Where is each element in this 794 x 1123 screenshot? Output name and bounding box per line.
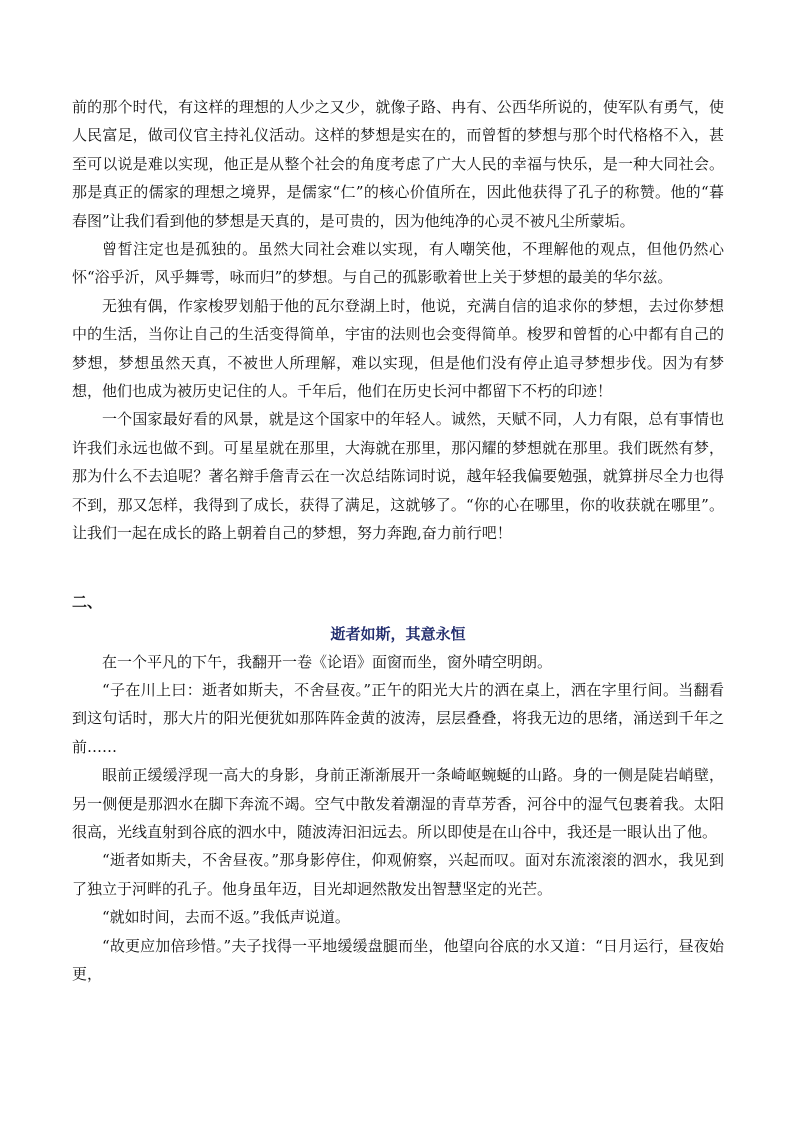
essay-one-paragraph-2: 曾皙注定也是孤独的。虽然大同社会难以实现，有人嘲笑他，不理解他的观点，但他仍然心怀“浴乎沂，风乎舞雩，咏而归”的梦想。与自己的孤影歌着世上关于梦想的最美的华尔兹。 [72,240,724,287]
essay-two-paragraph-5: “就如时间，去而不返。”我低声说道。 [102,908,350,927]
document-page [72,93,724,988]
essay-two-paragraph-1: 在一个平凡的下午，我翻开一卷《论语》面窗而坐，窗外晴空明朗。 [102,652,553,671]
essay-two-title: 逝者如斯，其意永恒 [330,624,466,643]
essay-one-paragraph-3: 无独有偶，作家梭罗划船于他的瓦尔登湖上时，他说，充满自信的追求你的梦想，去过你梦想中的生活，当你让自己的生活变得简单，宇宙的法则也会变得简单。梭罗和曾皙的心中都有自己的梦想，梦想虽然天真，不被世人所理解，难以实现，但是他们没有停止追寻梦想步伐。因为有梦想，他们也成为被历史记住的人。千年后，他们在历史长河中都留下不朽的印迹！ [72,296,724,401]
essay-one-paragraph-1: 前的那个时代，有这样的理想的人少之又少，就像子路、冉有、公西华所说的，使军队有勇气，使人民富足，做司仪官主持礼仪活动。这样的梦想是实在的，而曾皙的梦想与那个时代格格不入，甚至可以说是难以实现，他正是从整个社会的角度考虑了广大人民的幸福与快乐，是一种大同社会。那是真正的儒家的理想之境界，是儒家“仁”的核心价值所在，因此他获得了孔子的称赞。他的“暮春图”让我们看到他的梦想是天真的，是可贵的，因为他纯净的心灵不被凡尘所蒙垢。 [72,98,724,230]
section-label-two: 二、 [72,592,103,611]
essay-two-paragraph-3: 眼前正缓缓浮现一高大的身影，身前正渐渐展开一条崎岖蜿蜒的山路。身的一侧是陡岩峭壁，另一侧便是那泗水在脚下奔流不竭。空气中散发着潮湿的青草芳香，河谷中的湿气包裹着我。太阳很高，光线直射到谷底的泗水中，随波涛汩汩远去。所以即使是在山谷中，我还是一眼认出了他。 [72,766,724,841]
essay-two-paragraph-4: “逝者如斯夫，不舍昼夜。”那身影停住，仰观俯察，兴起而叹。面对东流滚滚的泗水，我见到了独立于河畔的孔子。他身虽年迈，目光却迥然散发出智慧坚定的光芒。 [72,851,724,898]
essay-two-paragraph-6: “故更应加倍珍惜。”夫子找得一平地缓缓盘腿而坐，他望向谷底的水又道：“日月运行，昼夜始更， [72,936,724,983]
essay-two-body [72,648,724,989]
essay-one-paragraph-4: 一个国家最好看的风景，就是这个国家中的年轻人。诚然，天赋不同，人力有限，总有事情也许我们永远也做不到。可星星就在那里，大海就在那里，那闪耀的梦想就在那里。我们既然有梦，那为什么不去追呢？著名辩手詹青云在一次总结陈词时说，越年轻我偏要勉强，就算拼尽全力也得不到，那又怎样，我得到了成长，获得了满足，这就够了。“你的心在哪里，你的收获就在哪里”。让我们一起在成长的路上朝着自己的梦想，努力奔跑,奋力前行吧！ [72,410,724,543]
essay-one-body [72,93,724,548]
essay-two-paragraph-2: “子在川上曰：逝者如斯夫，不舍昼夜。”正午的阳光大片的洒在桌上，洒在字里行间。当翻看到这句话时，那大片的阳光便犹如那阵阵金黄的波涛，层层叠叠，将我无边的思绪，涌送到千年之前…… [72,680,724,756]
